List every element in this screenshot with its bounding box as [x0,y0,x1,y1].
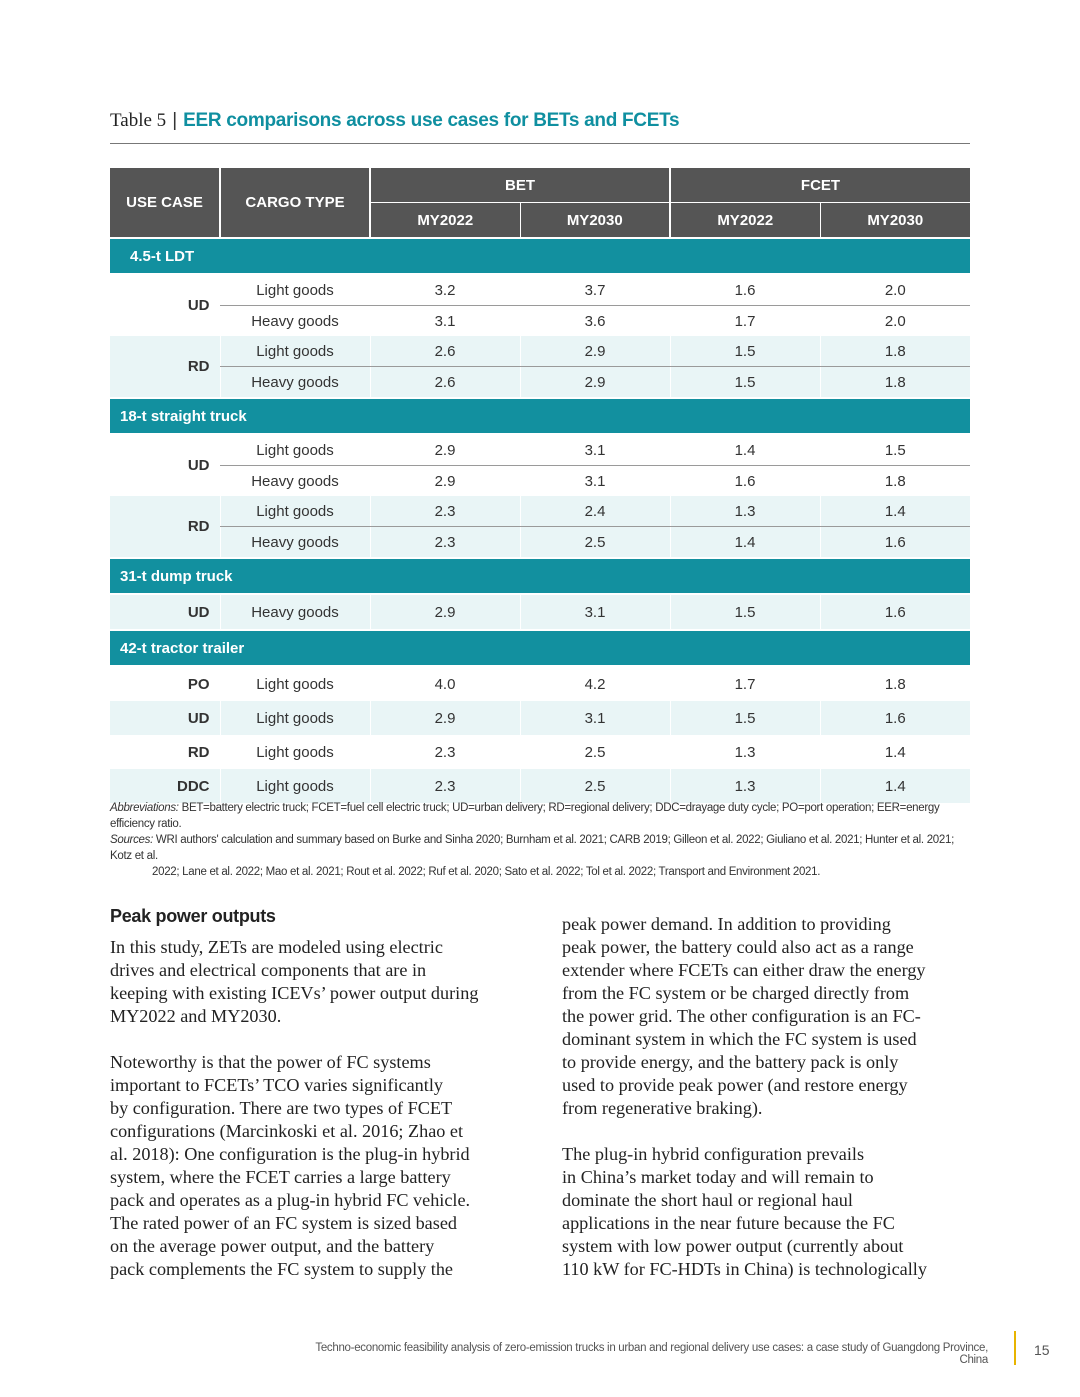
section-title: 4.5-t LDT [110,238,970,274]
sources-line-2: 2022; Lane et al. 2022; Mao et al. 2021; Rout et al. 2022; Ruf et al. 2020; Sato et al. 2022; Tol et al. 2022; Transport and Environment 2021. [152,866,821,878]
table-caption [110,110,679,132]
cargo-cell: Heavy goods [220,466,370,497]
caption-rule [110,143,970,144]
value-cell: 2.9 [520,367,670,399]
cargo-cell: Light goods [220,701,370,735]
value-cell: 2.9 [520,336,670,367]
value-cell: 1.6 [820,594,970,630]
value-cell: 1.5 [670,701,820,735]
table-row [110,769,970,803]
right-paragraph-2: The plug-in hybrid configuration prevails in China’s market today and will remain to dominate the short haul or regional haul applications in the near future because the FC system with low power output (currently about 110 kW for FC-HDTs in China) is technologically [562,1144,927,1279]
use-case-cell: RD [110,336,220,398]
cargo-cell: Light goods [220,735,370,769]
value-cell: 1.8 [820,466,970,497]
use-case-cell: DDC [110,769,220,803]
value-cell: 2.9 [370,466,520,497]
use-case-cell: RD [187,743,210,761]
table-row [110,367,970,399]
use-case-cell: RD [110,496,220,558]
cargo-cell: Heavy goods [220,306,370,337]
value-cell: 1.3 [670,769,820,803]
table-row [110,527,970,559]
table-row [110,496,970,527]
header-bet-my2022: MY2022 [370,203,520,239]
value-cell: 2.3 [370,769,520,803]
use-case-cell: UD [187,297,210,314]
value-cell: 1.7 [670,306,820,337]
sources-note [110,832,970,880]
value-cell: 1.8 [820,336,970,367]
value-cell: 2.0 [820,306,970,337]
use-case-cell: UD [110,594,220,630]
section-row [110,558,970,594]
header-bet-my2030: MY2030 [520,203,670,239]
abbreviations-note [110,800,970,832]
use-case-cell: PO [187,675,210,693]
abbreviations-label: Abbreviations: [110,802,179,814]
value-cell: 4.2 [520,666,670,701]
value-cell: 1.4 [820,769,970,803]
footer-divider [1014,1331,1016,1365]
page-number: 15 [1034,1342,1050,1358]
table-row [110,666,970,701]
table-row [110,594,970,630]
section-title: 42-t tractor trailer [110,630,970,666]
sources-line-1: WRI authors' calculation and summary based on Burke and Sinha 2020; Burnham et al. 2021; CARB 2019; Gilleon et al. 2022; Giuliano et al. 2021; Hunter et al. 2021; Kotz et al. [110,834,954,862]
header-fcet: FCET [670,168,970,203]
value-cell: 1.8 [820,666,970,701]
value-cell: 2.0 [820,274,970,306]
value-cell: 3.2 [370,274,520,306]
cargo-cell: Heavy goods [220,527,370,559]
section-heading: Peak power outputs [110,906,276,926]
cargo-cell: Light goods [220,274,370,306]
cargo-cell: Light goods [220,496,370,527]
header-cargo-type: CARGO TYPE [220,168,370,238]
cargo-cell: Light goods [220,434,370,466]
left-column [110,936,530,1281]
value-cell: 1.7 [670,666,820,701]
value-cell: 3.1 [520,594,670,630]
abbreviations-text: BET=battery electric truck; FCET=fuel cell electric truck; UD=urban delivery; RD=regional delivery; DDC=drayage duty cycle; PO=port operation; EER=energy efficiency ratio. [110,802,940,830]
sources-label: Sources: [110,834,153,846]
table-row [110,735,970,769]
value-cell: 3.6 [520,306,670,337]
left-paragraph-1: In this study, ZETs are modeled using electric drives and electrical components that are in keeping with existing ICEVs’ power output during MY2022 and MY2030. [110,937,479,1026]
value-cell: 1.6 [820,527,970,559]
value-cell: 2.4 [520,496,670,527]
value-cell: 1.3 [670,735,820,769]
value-cell: 1.5 [670,336,820,367]
section-row [110,398,970,434]
table-row [110,466,970,497]
value-cell: 3.1 [520,434,670,466]
value-cell: 1.5 [670,367,820,399]
caption-separator: | [172,110,178,131]
value-cell: 2.6 [370,367,520,399]
right-column [562,913,982,1281]
header-fcet-my2030: MY2030 [820,203,970,239]
cargo-cell: Light goods [220,336,370,367]
value-cell: 2.5 [520,769,670,803]
table-row [110,434,970,466]
header-fcet-my2022: MY2022 [670,203,820,239]
value-cell: 2.6 [370,336,520,367]
eer-table [110,168,970,803]
value-cell: 1.4 [670,527,820,559]
cargo-cell: Heavy goods [220,367,370,399]
value-cell: 1.6 [820,701,970,735]
value-cell: 2.3 [370,496,520,527]
value-cell: 1.6 [670,466,820,497]
table-title: EER comparisons across use cases for BETs and FCETs [183,110,680,131]
value-cell: 1.4 [820,496,970,527]
value-cell: 2.3 [370,735,520,769]
table-row [110,336,970,367]
header-bet: BET [370,168,670,203]
section-title: 18-t straight truck [110,398,970,434]
section-row [110,630,970,666]
value-cell: 1.4 [670,434,820,466]
header-use-case: USE CASE [110,168,220,238]
value-cell: 3.1 [520,466,670,497]
value-cell: 1.5 [820,434,970,466]
left-paragraph-2: Noteworthy is that the power of FC systems important to FCETs’ TCO varies significantly by configuration. There are two types of FCET configurations (Marcinkoski et al. 2016; Zhao et al. 2018): One configuration is the plug-in hybrid system, where the FCET carries a large battery pack and operates as a plug-in hybrid FC vehicle. The rated power of an FC system is sized based on the average power output, and the battery pack complements the FC system to supply the [110,1052,471,1279]
table-row [110,274,970,306]
value-cell: 2.9 [370,594,520,630]
value-cell: 4.0 [370,666,520,701]
value-cell: 1.5 [670,594,820,630]
table-row [110,306,970,337]
value-cell: 3.1 [370,306,520,337]
value-cell: 2.5 [520,735,670,769]
value-cell: 1.8 [820,367,970,399]
section-title: 31-t dump truck [110,558,970,594]
footer-text: Techno-economic feasibility analysis of zero-emission trucks in urban and regional delivery use cases: a case study of Guangdong Province, China [315,1342,988,1366]
cargo-cell: Light goods [220,666,370,701]
table-label: Table 5 [110,110,167,131]
value-cell: 2.9 [370,701,520,735]
value-cell: 2.3 [370,527,520,559]
use-case-cell: UD [110,701,220,735]
value-cell: 2.5 [520,527,670,559]
section-row [110,238,970,274]
value-cell: 1.3 [670,496,820,527]
cargo-cell: Heavy goods [220,594,370,630]
value-cell: 1.4 [820,735,970,769]
cargo-cell: Light goods [220,769,370,803]
value-cell: 2.9 [370,434,520,466]
right-paragraph-1: peak power demand. In addition to providing peak power, the battery could also act as a range extender where FCETs can either draw the energy from the FC system or be charged directly from the power grid. The other configuration is an FC- dominant system in which the FC system is used to provide energy, and the battery pack is only used to provide peak power (and restore energy from regenerative braking). [562,914,926,1118]
value-cell: 3.7 [520,274,670,306]
table-row [110,701,970,735]
use-case-cell: UD [187,457,210,474]
value-cell: 3.1 [520,701,670,735]
value-cell: 1.6 [670,274,820,306]
